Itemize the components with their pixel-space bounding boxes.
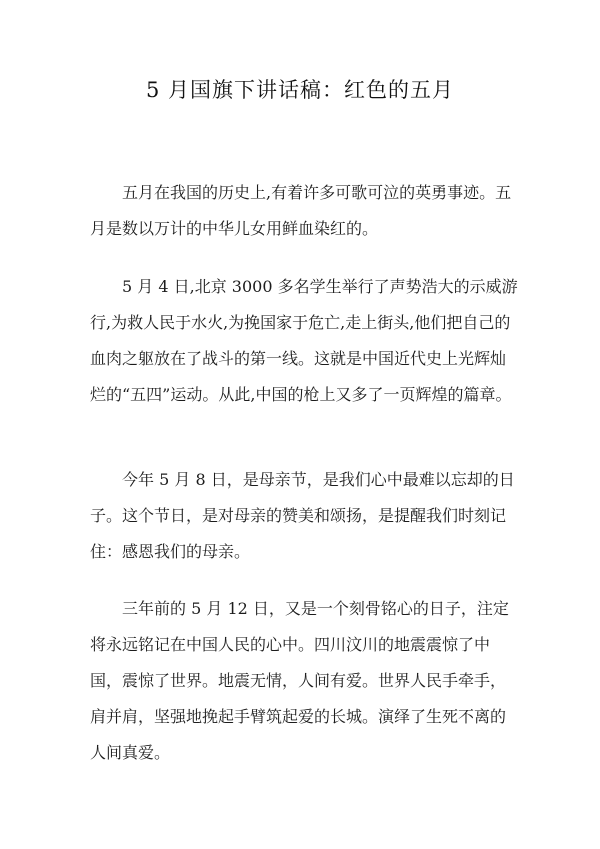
paragraph-mothers-day: 今年 5 月 8 日，是母亲节，是我们心中最难以忘却的日子。这个节日，是对母亲的赞美和颂扬，是提醒我们时刻记住：感恩我们的母亲。 <box>90 470 515 561</box>
paragraph-may-history: 五月在我国的历史上,有着许多可歌可泣的英勇事迹。五月是数以万计的中华儿女用鲜血染红的。 <box>90 183 512 238</box>
paragraph-earthquake: 三年前的 5 月 12 日，又是一个刻骨铭心的日子，注定将永远铭记在中国人民的心中。四川汶川的地震震惊了中国，震惊了世界。地震无情，人间有爱。世界人民手牵手，肩并肩，坚强地挽起手臂筑起爱的长城。演绎了生死不离的人间真爱。 <box>90 599 509 762</box>
paragraph-may-fourth: 5 月 4 日,北京 3000 多名学生举行了声势浩大的示威游行,为救人民于水火,为挽国家于危亡,走上街头,他们把自己的血肉之躯放在了战斗的第一线。这就是中国近代史上光辉灿烂的“五四”运动。从此,中国的枪上又多了一页辉煌的篇章。 <box>90 277 518 404</box>
page-title: 5 月国旗下讲话稿：红色的五月 <box>145 78 455 102</box>
